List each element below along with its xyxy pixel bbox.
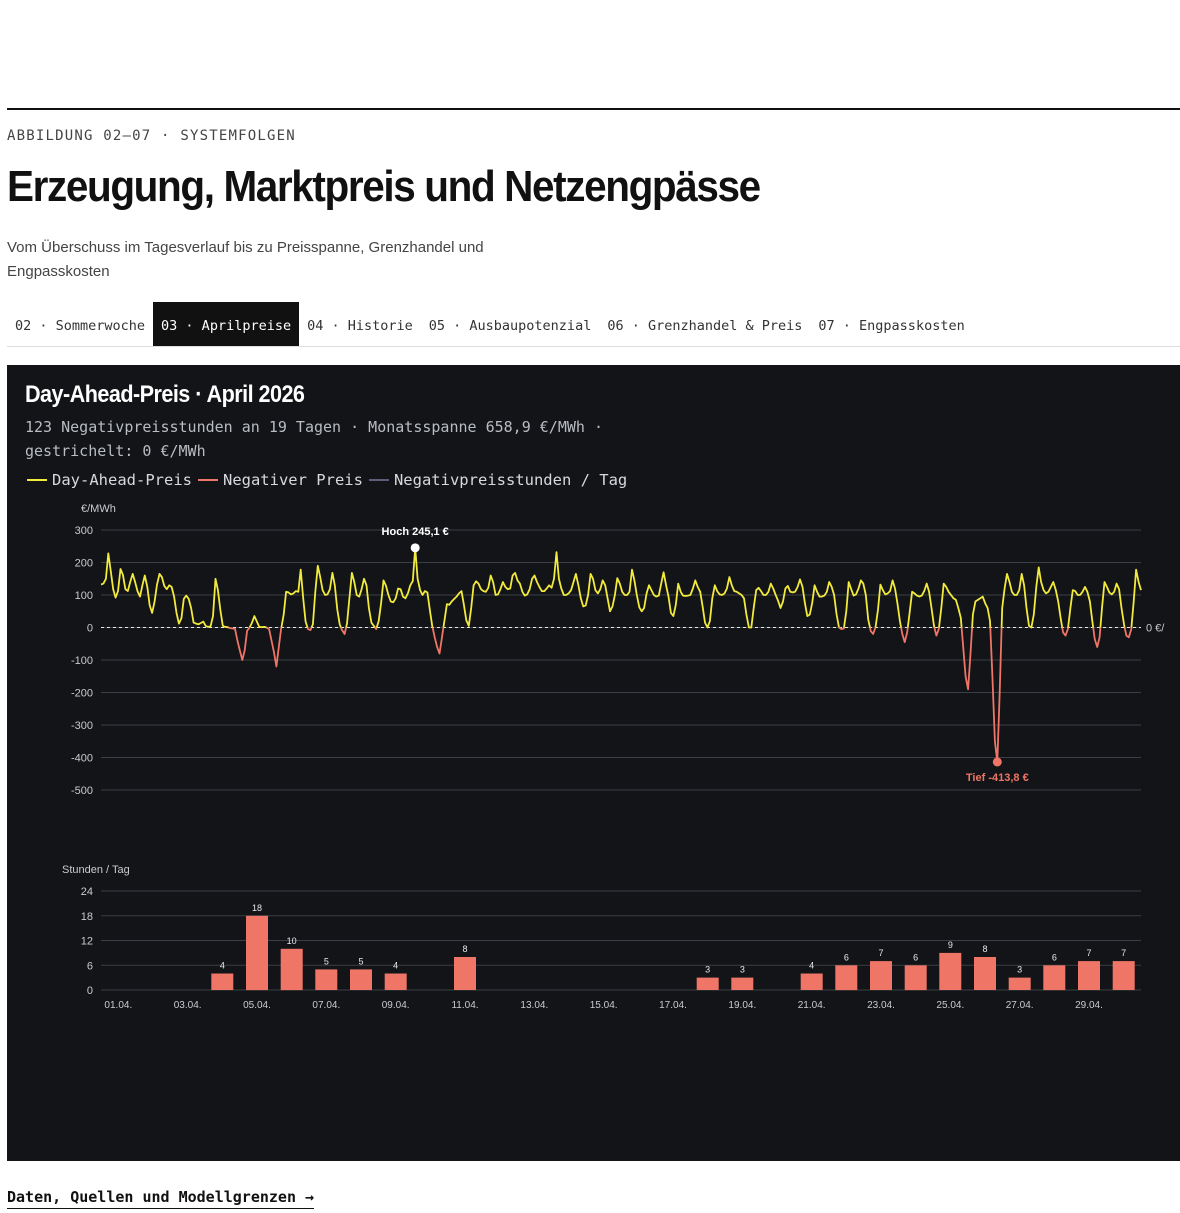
figure-tabs	[7, 302, 1180, 347]
bar-x-tick-label: 29.04.	[1075, 1000, 1103, 1011]
top-rule	[7, 108, 1180, 110]
legend-label-neg-hours: Negativpreisstunden / Tag	[393, 471, 628, 489]
bar	[454, 957, 476, 990]
low-marker	[993, 757, 1002, 766]
bar	[1009, 978, 1031, 990]
chart-panel	[7, 365, 1180, 1161]
bar-x-tick-label: 09.04.	[381, 1000, 410, 1011]
bar-y-tick-label: 24	[80, 886, 93, 898]
bar-value-label: 7	[878, 948, 884, 959]
bar	[974, 957, 996, 990]
y-tick-label: 300	[74, 525, 93, 537]
bar	[315, 969, 337, 990]
y-tick-label: 200	[74, 557, 93, 570]
tab-grenzhandel-preis[interactable]: 06 · Grenzhandel & Preis	[607, 318, 803, 334]
y-tick-label: -300	[70, 720, 93, 732]
bar	[835, 965, 857, 990]
low-label: Tief -413,8 €	[965, 771, 1029, 784]
bar	[697, 978, 719, 990]
bar-x-tick-label: 01.04.	[104, 1000, 133, 1011]
high-label: Hoch 245,1 €	[381, 525, 449, 538]
bar	[939, 953, 961, 990]
bar-value-label: 6	[913, 952, 919, 963]
bar	[1078, 961, 1100, 990]
bar-x-tick-label: 23.04.	[867, 1000, 895, 1011]
bar	[801, 974, 823, 991]
bar-value-label: 18	[251, 902, 263, 913]
y-tick-label: -400	[70, 752, 93, 765]
y-tick-label: -100	[70, 655, 93, 667]
figure-eyebrow: ABBILDUNG 02–07 · SYSTEMFOLGEN	[7, 128, 296, 144]
chart-title: Day-Ahead-Preis · April 2026	[25, 381, 305, 408]
bar-y-tick-label: 18	[80, 910, 93, 923]
legend-label-negative: Negativer Preis	[222, 471, 363, 489]
bar-y-tick-label: 12	[80, 935, 93, 948]
bar-value-label: 7	[1086, 948, 1092, 959]
bar-x-tick-label: 15.04.	[589, 1000, 618, 1011]
bar-x-tick-label: 11.04.	[451, 1000, 479, 1011]
bar-value-label: 4	[393, 960, 399, 971]
bar	[246, 916, 268, 990]
bar-x-tick-label: 03.04.	[173, 1000, 202, 1011]
bar-value-label: 5	[358, 956, 364, 967]
page-subtitle: Vom Überschuss im Tagesverlauf bis zu Preisspanne, Grenzhandel und Engpasskosten	[7, 239, 484, 280]
bar	[1043, 965, 1065, 990]
bar-x-tick-label: 27.04.	[1005, 1000, 1034, 1011]
bar-x-tick-label: 05.04.	[243, 1000, 271, 1011]
bar	[731, 978, 753, 990]
bar-value-label: 3	[739, 964, 745, 975]
bar-value-label: 5	[323, 956, 329, 967]
bar-x-tick-label: 13.04.	[520, 1000, 549, 1011]
bar-value-label: 3	[1017, 964, 1023, 975]
zero-line-label: 0 €/	[1146, 622, 1165, 635]
bar-value-label: 6	[843, 952, 849, 963]
bar-value-label: 7	[1121, 948, 1127, 959]
bar	[1113, 961, 1135, 990]
y-axis-label: €/MWh	[81, 503, 116, 515]
data-sources-link[interactable]: Daten, Quellen und Modellgrenzen →	[7, 1188, 314, 1209]
tab-engpasskosten[interactable]: 07 · Engpasskosten	[818, 318, 965, 334]
bar	[350, 969, 372, 990]
bar	[905, 965, 927, 990]
bar-value-label: 3	[705, 964, 711, 975]
high-marker	[411, 543, 420, 552]
y-tick-label: 0	[86, 622, 93, 635]
bar-x-tick-label: 17.04.	[659, 1000, 687, 1011]
bar-x-tick-label: 25.04.	[936, 1000, 965, 1011]
bar-x-tick-label: 21.04.	[797, 1000, 826, 1011]
bar-x-tick-label: 19.04.	[728, 1000, 757, 1011]
price-line-positive	[101, 548, 1141, 628]
chart-meta: 123 Negativpreisstunden an 19 Tagen · Monatsspanne 658,9 €/MWh · gestrichelt: 0 €/MWh	[25, 418, 603, 460]
bar-value-label: 6	[1051, 952, 1057, 963]
tab-aprilpreise[interactable]: 03 · Aprilpreise	[153, 302, 299, 346]
bar-y-tick-label: 0	[86, 985, 93, 997]
tab-ausbaupotenzial[interactable]: 05 · Ausbaupotenzial	[428, 318, 592, 334]
price-line-negative	[229, 628, 1132, 763]
bar-value-label: 8	[982, 944, 988, 954]
bar-y-tick-label: 6	[86, 960, 93, 973]
bar-value-label: 4	[219, 960, 225, 971]
bar-value-label: 9	[947, 939, 953, 950]
y-tick-label: -200	[70, 687, 93, 700]
y-tick-label: -500	[70, 785, 93, 797]
chart-canvas	[7, 365, 1180, 1161]
y-tick-label: 100	[74, 590, 93, 602]
bar	[385, 974, 407, 991]
bar	[870, 961, 892, 990]
bar-y-axis-label: Stunden / Tag	[62, 864, 130, 876]
bar	[211, 974, 233, 991]
bar-x-tick-label: 07.04.	[312, 1000, 341, 1011]
page-title: Erzeugung, Marktpreis und Netzengpässe	[7, 162, 760, 211]
bar	[281, 949, 303, 990]
bar-value-label: 10	[286, 935, 297, 946]
bar-value-label: 4	[809, 960, 815, 971]
tab-historie[interactable]: 04 · Historie	[307, 318, 413, 334]
bar-value-label: 8	[462, 944, 468, 954]
tab-sommerwoche[interactable]: 02 · Sommerwoche	[15, 318, 146, 334]
legend-label-price: Day-Ahead-Preis	[52, 471, 192, 489]
